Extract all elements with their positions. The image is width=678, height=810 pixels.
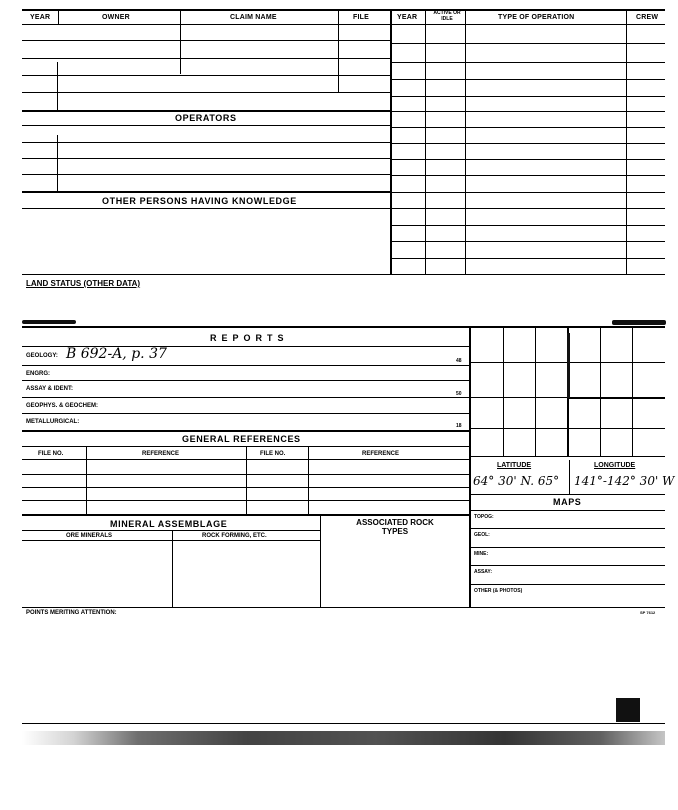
scan-edge-line [22, 723, 665, 724]
topog-label: TOPOG: [474, 514, 494, 520]
reports-heading: REPORTS [210, 333, 289, 343]
geophys-label: GEOPHYS. & GEOCHEM: [26, 403, 99, 409]
activity-year-header: YEAR [397, 14, 418, 21]
crew-header: CREW [636, 14, 659, 21]
scan-smudge-left [22, 320, 76, 324]
land-status-label: LAND STATUS (OTHER DATA) [26, 279, 141, 288]
longitude-value: 141°-142° 30' W [574, 474, 675, 488]
file-no-header-1: FILE NO. [38, 451, 64, 457]
other-photos-label: OTHER (& PHOTOS) [474, 588, 523, 594]
ore-minerals-header: ORE MINERALS [66, 533, 113, 539]
active-idle-header: ACTIVE OR IDLE [433, 10, 461, 22]
metallurgical-number: 18 [456, 423, 462, 429]
scan-marker-square [616, 698, 640, 722]
year-header: YEAR [30, 14, 51, 21]
claim-name-header: CLAIM NAME [230, 14, 277, 21]
metallurgical-label: METALLURGICAL: [26, 419, 80, 425]
assay-label: ASSAY & IDENT: [26, 386, 74, 392]
reference-header-2: REFERENCE [362, 451, 400, 457]
engrg-label: ENGRG: [26, 371, 50, 377]
other-persons-heading: OTHER PERSONS HAVING KNOWLEDGE [102, 196, 297, 206]
file-header: FILE [353, 14, 369, 21]
form-number: SP 7612 [640, 610, 656, 615]
mine-label: MINE: [474, 551, 489, 557]
points-meriting-attention: POINTS MERITING ATTENTION: [26, 610, 117, 616]
associated-rock-types-heading: ASSOCIATED ROCK TYPES [356, 518, 434, 536]
latitude-label: LATITUDE [497, 462, 532, 469]
assay-map-label: ASSAY: [474, 569, 493, 575]
geol-label: GEOL: [474, 532, 490, 538]
reference-header-1: REFERENCE [142, 451, 180, 457]
maps-heading: MAPS [553, 497, 582, 507]
operators-heading: OPERATORS [175, 113, 237, 123]
geology-label: GEOLOGY: [26, 353, 58, 359]
file-no-header-2: FILE NO. [260, 451, 286, 457]
longitude-label: LONGITUDE [594, 462, 636, 469]
mineral-assemblage-heading: MINERAL ASSEMBLAGE [110, 519, 228, 529]
geology-value: B 692-A, p. 37 [66, 346, 167, 362]
latitude-value: 64° 30' N. 65° [473, 474, 560, 488]
owner-header: OWNER [102, 14, 130, 21]
scan-smudge-right [612, 320, 666, 325]
geology-number: 48 [456, 358, 462, 364]
general-references-heading: GENERAL REFERENCES [182, 434, 301, 444]
scan-noise-band [22, 731, 665, 745]
type-of-operation-header: TYPE OF OPERATION [498, 14, 575, 21]
rock-forming-header: ROCK FORMING, ETC. [202, 533, 267, 539]
assay-number: 50 [456, 391, 462, 397]
